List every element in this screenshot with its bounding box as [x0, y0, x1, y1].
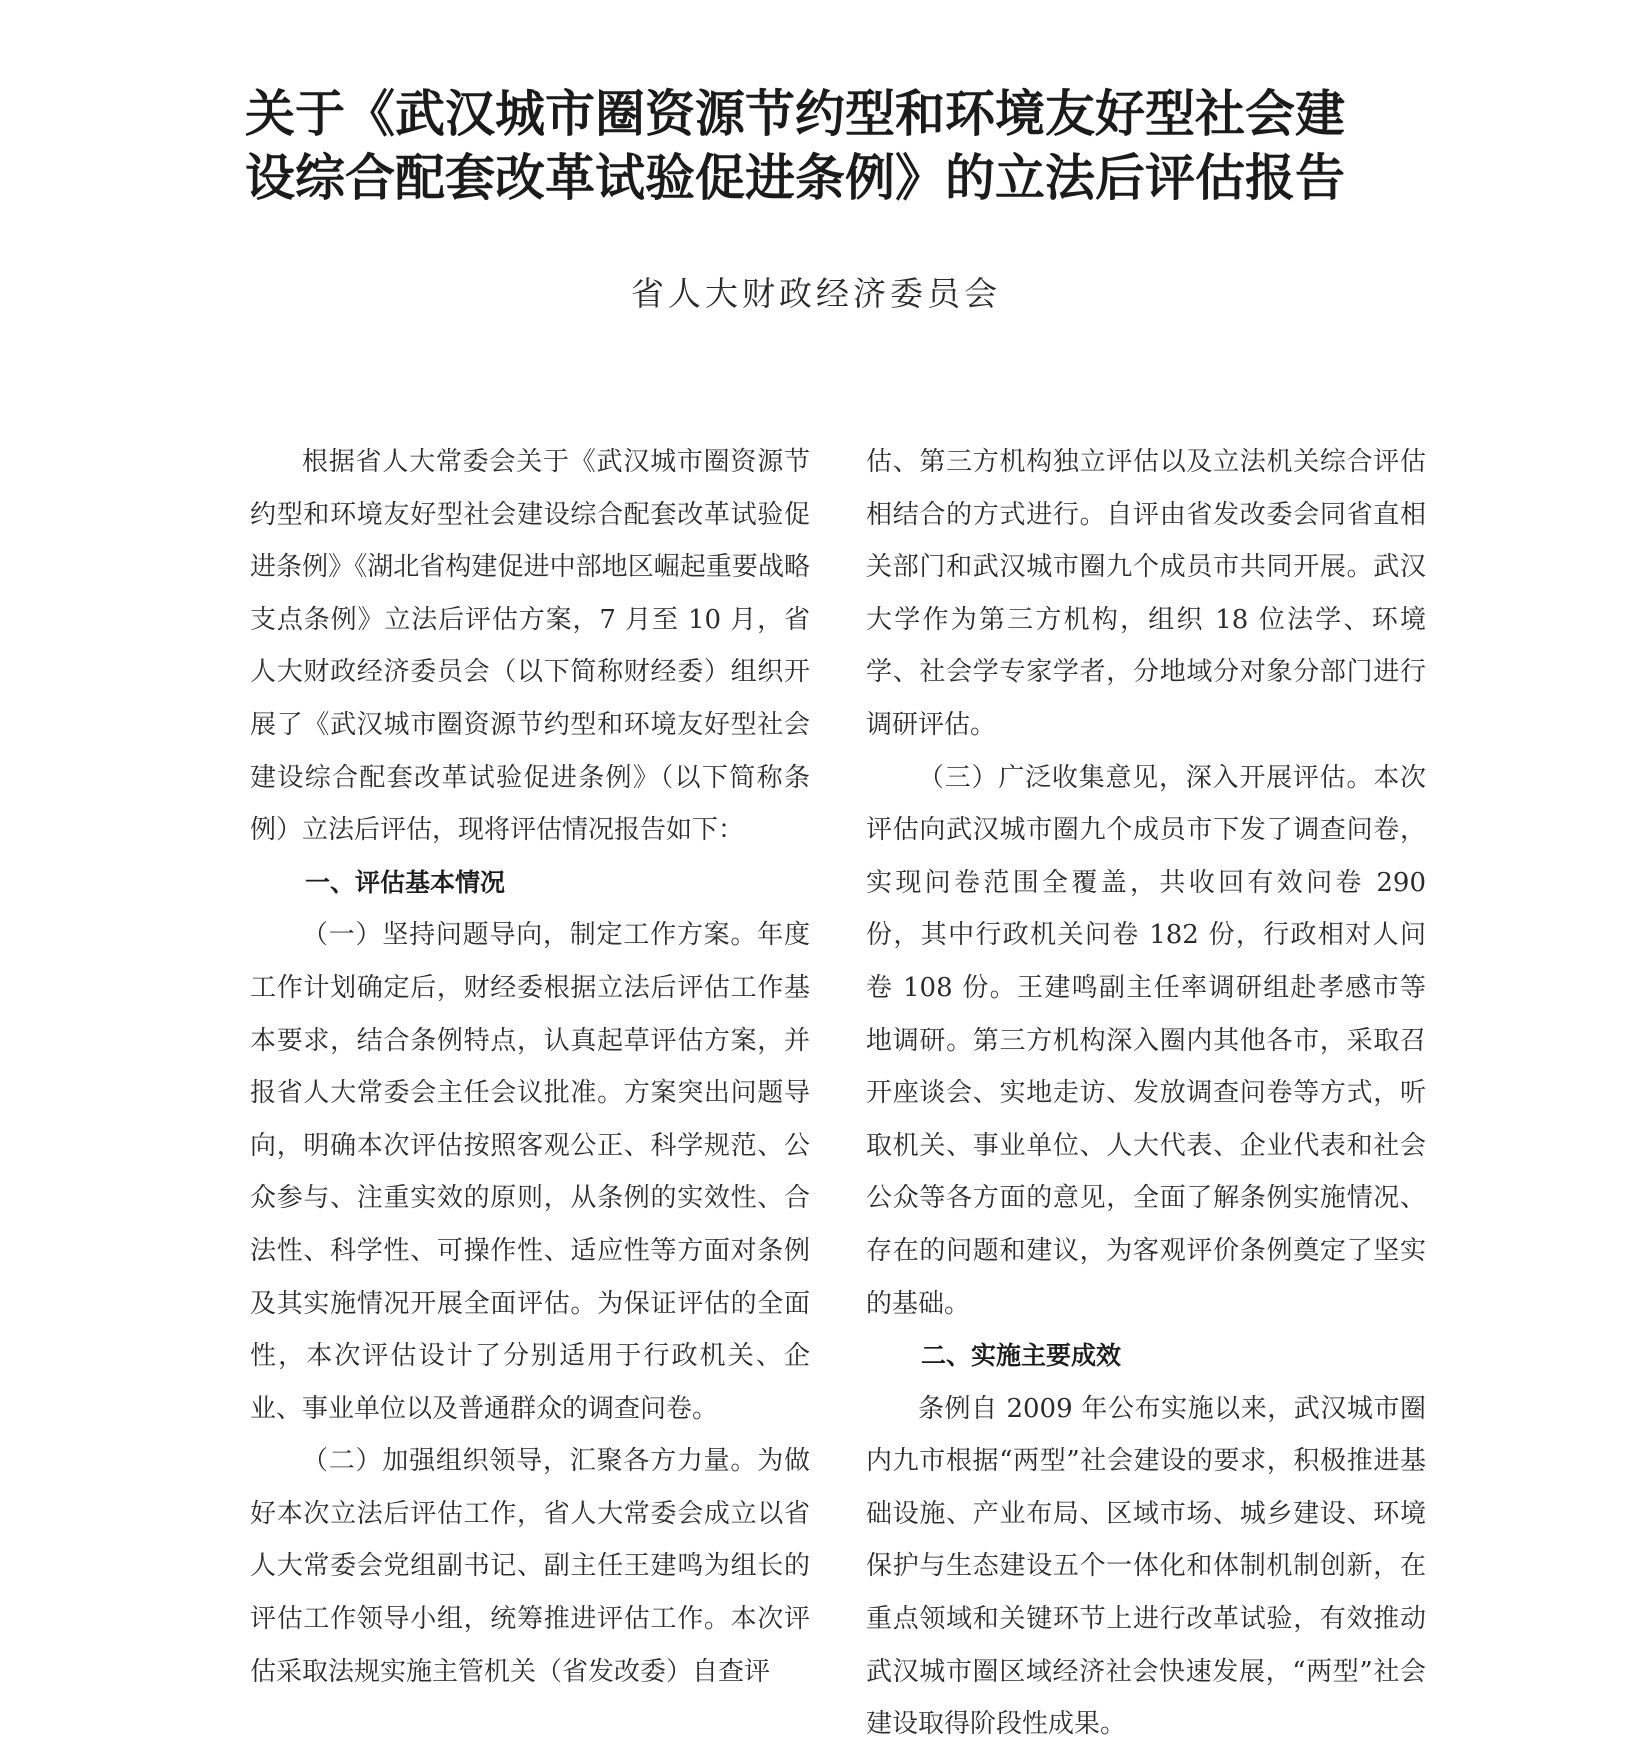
paragraph-achievements: 条例自 2009 年公布实施以来，武汉城市圈内九市根据“两型”社会建设的要求，积极推进基础设施、产业布局、区域市场、城乡建设、环境保护与生态建设五个一体化和体制机制创新，在重点领域和关键环节上进行改革试验，有效推动武汉城市圈区域经济社会快速发展，“两型”社会建设取得阶段性成果。 [866, 1393, 1426, 1740]
paragraph-organization: （二）加强组织领导，汇聚各方力量。为做好本次立法后评估工作，省人大常委会成立以省人大常委会党组副书记、副主任王建鸣为组长的评估工作领导小组，统筹推进评估工作。本次评估采取法规实施主管机关（省发改委）自查评 [250, 1446, 810, 1687]
document-author: 省人大财政经济委员会 [631, 274, 1001, 313]
paragraph-work-plan: （一）坚持问题导向，制定工作方案。年度工作计划确定后，财经委根据立法后评估工作基本要求，结合条例特点，认真起草评估方案，并报省人大常委会主任会议批准。方案突出问题导向，明确本次评估按照客观公正、科学规范、公众参与、注重实效的原则，从条例的实效性、合法性、科学性、可操作性、适应性等方面对条例及其实施情况开展全面评估。为保证评估的全面性，本次评估设计了分别适用于行政机关、企业、事业单位以及普通群众的调查问卷。 [250, 920, 810, 1424]
right-column [866, 436, 1426, 1751]
title-line-1: 关于《武汉城市圈资源节约型和环境友好型社会建 [245, 85, 1345, 143]
section-heading-1: 一、评估基本情况 [305, 867, 506, 897]
document-title [245, 82, 1425, 210]
left-column [250, 436, 810, 1698]
paragraph-organization-cont: 估、第三方机构独立评估以及立法机关综合评估相结合的方式进行。自评由省发改委会同省直相关部门和武汉城市圈九个成员市共同开展。武汉大学作为第三方机构，组织 18 位法学、环境学、社会学专家学者，分地域分对象分部门进行调研评估。 [866, 447, 1426, 740]
paragraph-collect-opinions: （三）广泛收集意见，深入开展评估。本次评估向武汉城市圈九个成员市下发了调查问卷，实现问卷范围全覆盖，共收回有效问卷 290 份，其中行政机关问卷 182 份，行政相对人问卷 108 份。王建鸣副主任率调研组赴孝感市等地调研。第三方机构深入圈内其他各市，采取召开座谈会、实地走访、发放调查问卷等方式，听取机关、事业单位、人大代表、企业代表和社会公众等各方面的意见，全面了解条例实施情况、存在的问题和建议，为客观评价条例奠定了坚实的基础。 [866, 762, 1426, 1319]
paragraph-intro: 根据省人大常委会关于《武汉城市圈资源节约型和环境友好型社会建设综合配套改革试验促进条例》《湖北省构建促进中部地区崛起重要战略支点条例》立法后评估方案，7 月至 10 月，省人大财政经济委员会（以下简称财经委）组织开展了《武汉城市圈资源节约型和环境友好型社会建设综合配套改革试验促进条例》（以下简称条例）立法后评估，现将评估情况报告如下： [250, 447, 810, 846]
section-heading-2: 二、实施主要成效 [921, 1341, 1122, 1371]
title-line-2: 设综合配套改革试验促进条例》的立法后评估报告 [245, 149, 1345, 207]
